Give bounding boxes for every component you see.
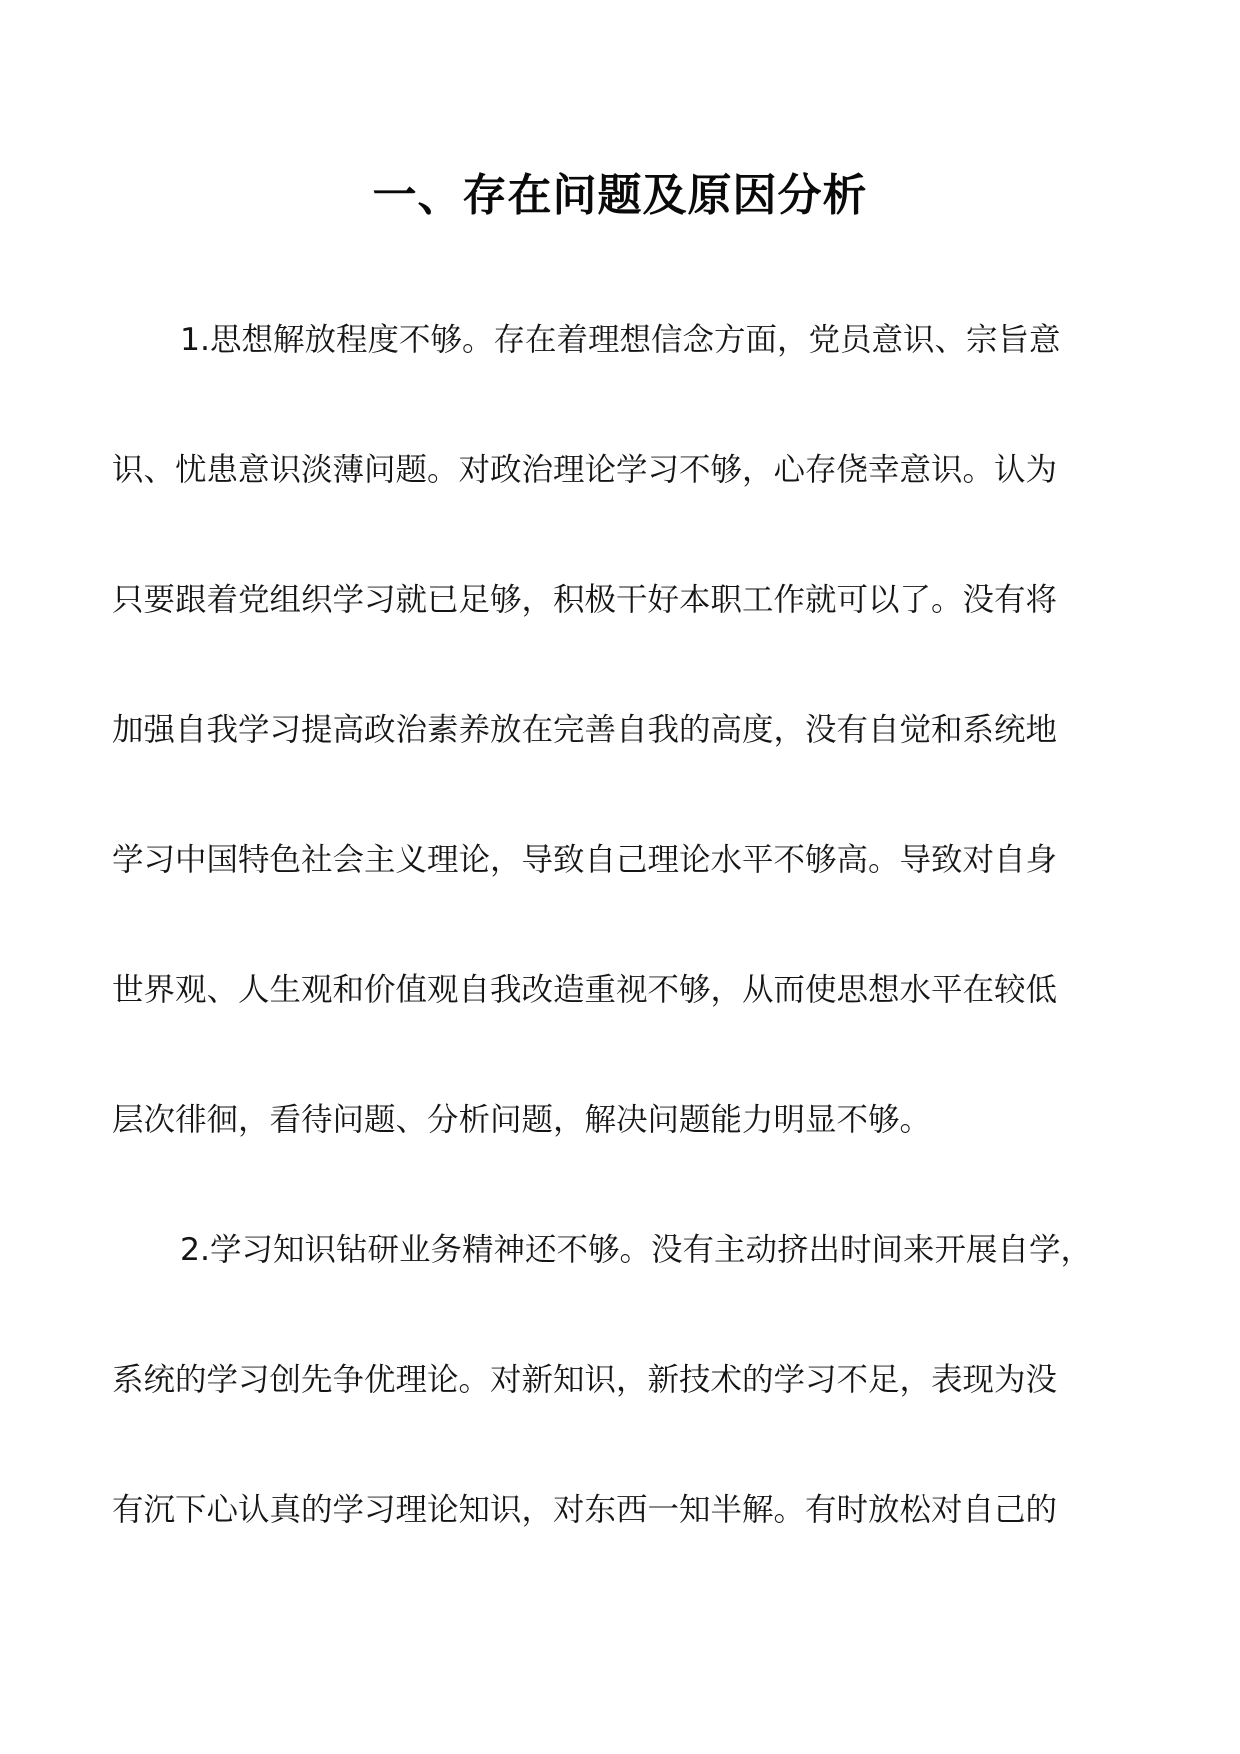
paragraph-1-line-1: 1.思想解放程度不够。存在着理想信念方面，党员意识、宗旨意 <box>180 322 1061 358</box>
paragraph-1-line-6: 世界观、人生观和价值观自我改造重视不够，从而使思想水平在较低 <box>112 972 1058 1008</box>
section-title: 一、存在问题及原因分析 <box>372 170 868 221</box>
paragraph-2-line-3: 有沉下心认真的学习理论知识，对东西一知半解。有时放松对自己的 <box>112 1492 1058 1528</box>
paragraph-2-line-1: 2.学习知识钻研业务精神还不够。没有主动挤出时间来开展自学， <box>180 1232 1093 1268</box>
paragraph-1-line-4: 加强自我学习提高政治素养放在完善自我的高度，没有自觉和系统地 <box>112 712 1058 748</box>
paragraph-1-line-3: 只要跟着党组织学习就已足够，积极干好本职工作就可以了。没有将 <box>112 582 1058 618</box>
paragraph-1-line-7: 层次徘徊，看待问题、分析问题，解决问题能力明显不够。 <box>112 1102 932 1138</box>
paragraph-1-line-5: 学习中国特色社会主义理论，导致自己理论水平不够高。导致对自身 <box>112 842 1058 878</box>
paragraph-1-line-2: 识、忧患意识淡薄问题。对政治理论学习不够，心存侥幸意识。认为 <box>112 452 1058 488</box>
paragraph-2-line-2: 系统的学习创先争优理论。对新知识，新技术的学习不足，表现为没 <box>112 1362 1058 1398</box>
